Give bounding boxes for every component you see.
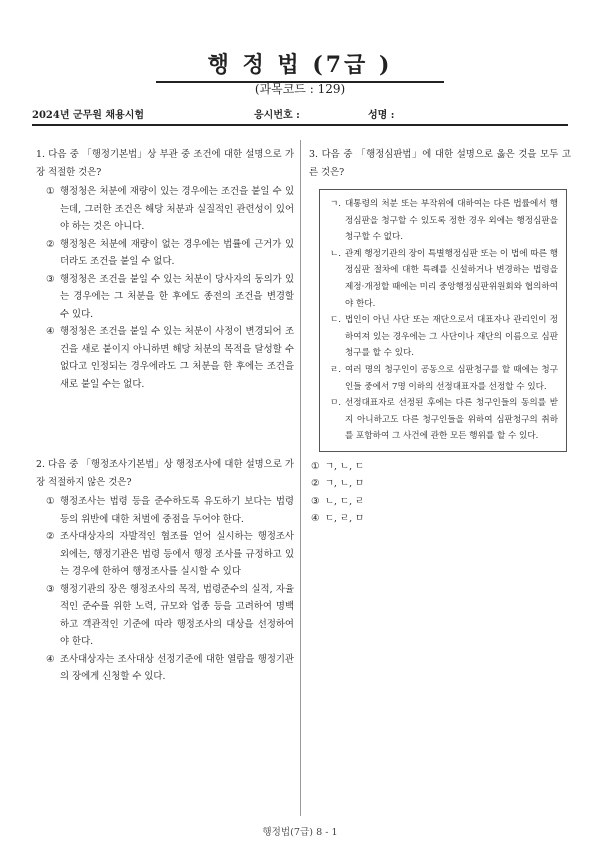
exam-title: 행 정 법 (7급 ) — [156, 48, 445, 83]
option-item[interactable] — [36, 493, 294, 528]
statement-mark: ㄱ. — [330, 199, 342, 209]
option-text: 행정조사는 법령 등을 준수하도록 유도하기 보다는 법령 등의 위반에 대한 처벌에 중점을 두어야 한다. — [60, 496, 294, 525]
statement-item — [330, 246, 558, 312]
option-text: ㄱ, ㄴ, ㅁ — [325, 478, 365, 490]
option-mark: ④ — [46, 653, 55, 665]
option-mark: ① — [311, 460, 320, 472]
option-text: 행정청은 처분에 재량이 없는 경우에는 법률에 근거가 있더라도 조건을 붙일 수 없다. — [60, 238, 294, 267]
option-list — [309, 458, 571, 528]
option-item[interactable] — [36, 581, 294, 651]
question-text: 다음 중 「행정기본법」상 부관 중 조건에 대한 설명으로 가장 적절한 것은? — [36, 149, 294, 178]
question-stem — [309, 146, 571, 181]
right-column — [309, 146, 571, 528]
statement-box — [319, 189, 567, 452]
column-divider — [300, 140, 301, 816]
option-mark: ④ — [311, 513, 320, 525]
question-number: 3. — [309, 149, 318, 160]
option-text: 조사대상자의 자발적인 협조를 얻어 실시하는 행정조사 외에는, 행정기관은 법령 등에서 행정 조사를 규정하고 있는 경우에 한하여 행정조사를 실시할 수 있다 — [60, 531, 294, 577]
option-mark: ② — [46, 531, 55, 542]
option-mark: ② — [311, 478, 320, 490]
option-list — [36, 183, 294, 393]
statement-mark: ㅁ. — [330, 398, 342, 409]
option-item[interactable] — [309, 475, 571, 493]
option-mark: ① — [46, 186, 55, 197]
option-mark: ② — [46, 238, 55, 250]
exam-name: 2024년 군무원 채용시험 — [32, 110, 145, 121]
statement-text: 관계 행정기관의 장이 특별행정심판 또는 이 법에 따른 행정심판 절차에 대한 특례를 신설하거나 변경하는 법령을 제정·개정할 때에는 미리 중앙행정심판위원회와 협의하여야 한다. — [345, 248, 558, 309]
title-wrap — [0, 48, 600, 83]
subject-code: (과목코드 : 129) — [254, 82, 346, 96]
statement-mark: ㄴ. — [330, 248, 342, 259]
option-mark: ① — [46, 496, 55, 507]
statement-text: 법인이 아닌 사단 또는 재단으로서 대표자나 관리인이 정하여져 있는 경우에는 그 사단이나 재단의 이름으로 심판청구를 할 수 있다. — [345, 315, 558, 359]
option-item[interactable] — [36, 271, 294, 324]
question-text: 다음 중 「행정조사기본법」상 행정조사에 대한 설명으로 가장 적절하지 않은 것은? — [36, 459, 294, 488]
exam-info-bar — [32, 104, 568, 126]
exam-number-label: 응시번호 : — [254, 110, 300, 121]
option-text: ㄴ, ㄷ, ㄹ — [325, 495, 365, 507]
option-item[interactable] — [36, 323, 294, 393]
statement-mark: ㄹ. — [330, 364, 342, 375]
statement-item — [330, 312, 558, 362]
page-footer: 행정법(7급) 8 - 1 — [262, 827, 338, 838]
question-number: 1. — [36, 149, 45, 160]
statement-text: 선정대표자로 선정된 후에는 다른 청구인들의 동의를 받지 아니하고도 다른 청구인들을 위하여 심판청구의 취하를 포함하여 그 사건에 관한 모든 행위를 할 수 있다. — [345, 398, 558, 442]
option-item[interactable] — [309, 458, 571, 476]
question-stem — [36, 146, 294, 181]
statement-item — [330, 362, 558, 395]
option-list — [36, 493, 294, 686]
option-item[interactable] — [36, 183, 294, 236]
statement-mark: ㄷ. — [330, 315, 342, 326]
option-mark: ③ — [46, 273, 55, 285]
option-item[interactable] — [309, 510, 571, 528]
option-text: 행정청은 처분에 재량이 있는 경우에는 조건을 붙일 수 있는데, 그러한 조건은 해당 처분과 실질적인 관련성이 있어야 하는 것은 아니다. — [60, 186, 294, 232]
question-stem — [36, 456, 294, 491]
name-label: 성명 : — [368, 110, 395, 121]
option-text: ㄷ, ㄹ, ㅁ — [325, 513, 365, 525]
option-text: 행정기관의 장은 행정조사의 목적, 법령준수의 실적, 자율적인 준수를 위한 노력, 규모와 업종 등을 고려하여 명백하고 객관적인 기준에 따라 행정조사의 대상을 선정하여야 한다. — [60, 583, 294, 647]
option-text: 행정청은 조건을 붙일 수 있는 처분이 사정이 변경되어 조건을 새로 붙이지 아니하면 해당 처분의 목적을 달성할 수 없다고 인정되는 경우에라도 그 처분을 한 후에는 조건을 새로 붙일 수는 없다. — [60, 326, 294, 390]
statement-text: 대통령의 처분 또는 부작위에 대하여는 다른 법률에서 행정심판을 청구할 수 있도록 정한 경우 외에는 행정심판을 청구할 수 없다. — [345, 199, 558, 243]
question-3 — [309, 146, 571, 528]
option-item[interactable] — [309, 493, 571, 511]
option-mark: ④ — [46, 326, 55, 337]
statement-item — [330, 395, 558, 445]
option-item[interactable] — [36, 651, 294, 686]
question-2 — [36, 456, 294, 686]
option-text: 행정청은 조건을 붙일 수 있는 처분이 당사자의 동의가 있는 경우에는 그 처분을 한 후에도 종전의 조건을 변경할 수 있다. — [60, 273, 294, 320]
option-mark: ③ — [46, 583, 55, 595]
question-1 — [36, 146, 294, 393]
option-item[interactable] — [36, 528, 294, 581]
left-column — [36, 146, 294, 682]
option-item[interactable] — [36, 236, 294, 271]
question-number: 2. — [36, 459, 45, 470]
statement-text: 여러 명의 청구인이 공동으로 심판청구를 할 때에는 청구인들 중에서 7명 이하의 선정대표자를 선정할 수 있다. — [345, 364, 558, 392]
question-text: 다음 중 「행정심판법」에 대한 설명으로 옳은 것을 모두 고른 것은? — [309, 149, 571, 178]
statement-item — [330, 196, 558, 246]
option-text: ㄱ, ㄴ, ㄷ — [325, 460, 365, 472]
option-text: 조사대상자는 조사대상 선정기준에 대한 열람을 행정기관의 장에게 신청할 수 있다. — [60, 653, 294, 682]
option-mark: ③ — [311, 495, 320, 507]
